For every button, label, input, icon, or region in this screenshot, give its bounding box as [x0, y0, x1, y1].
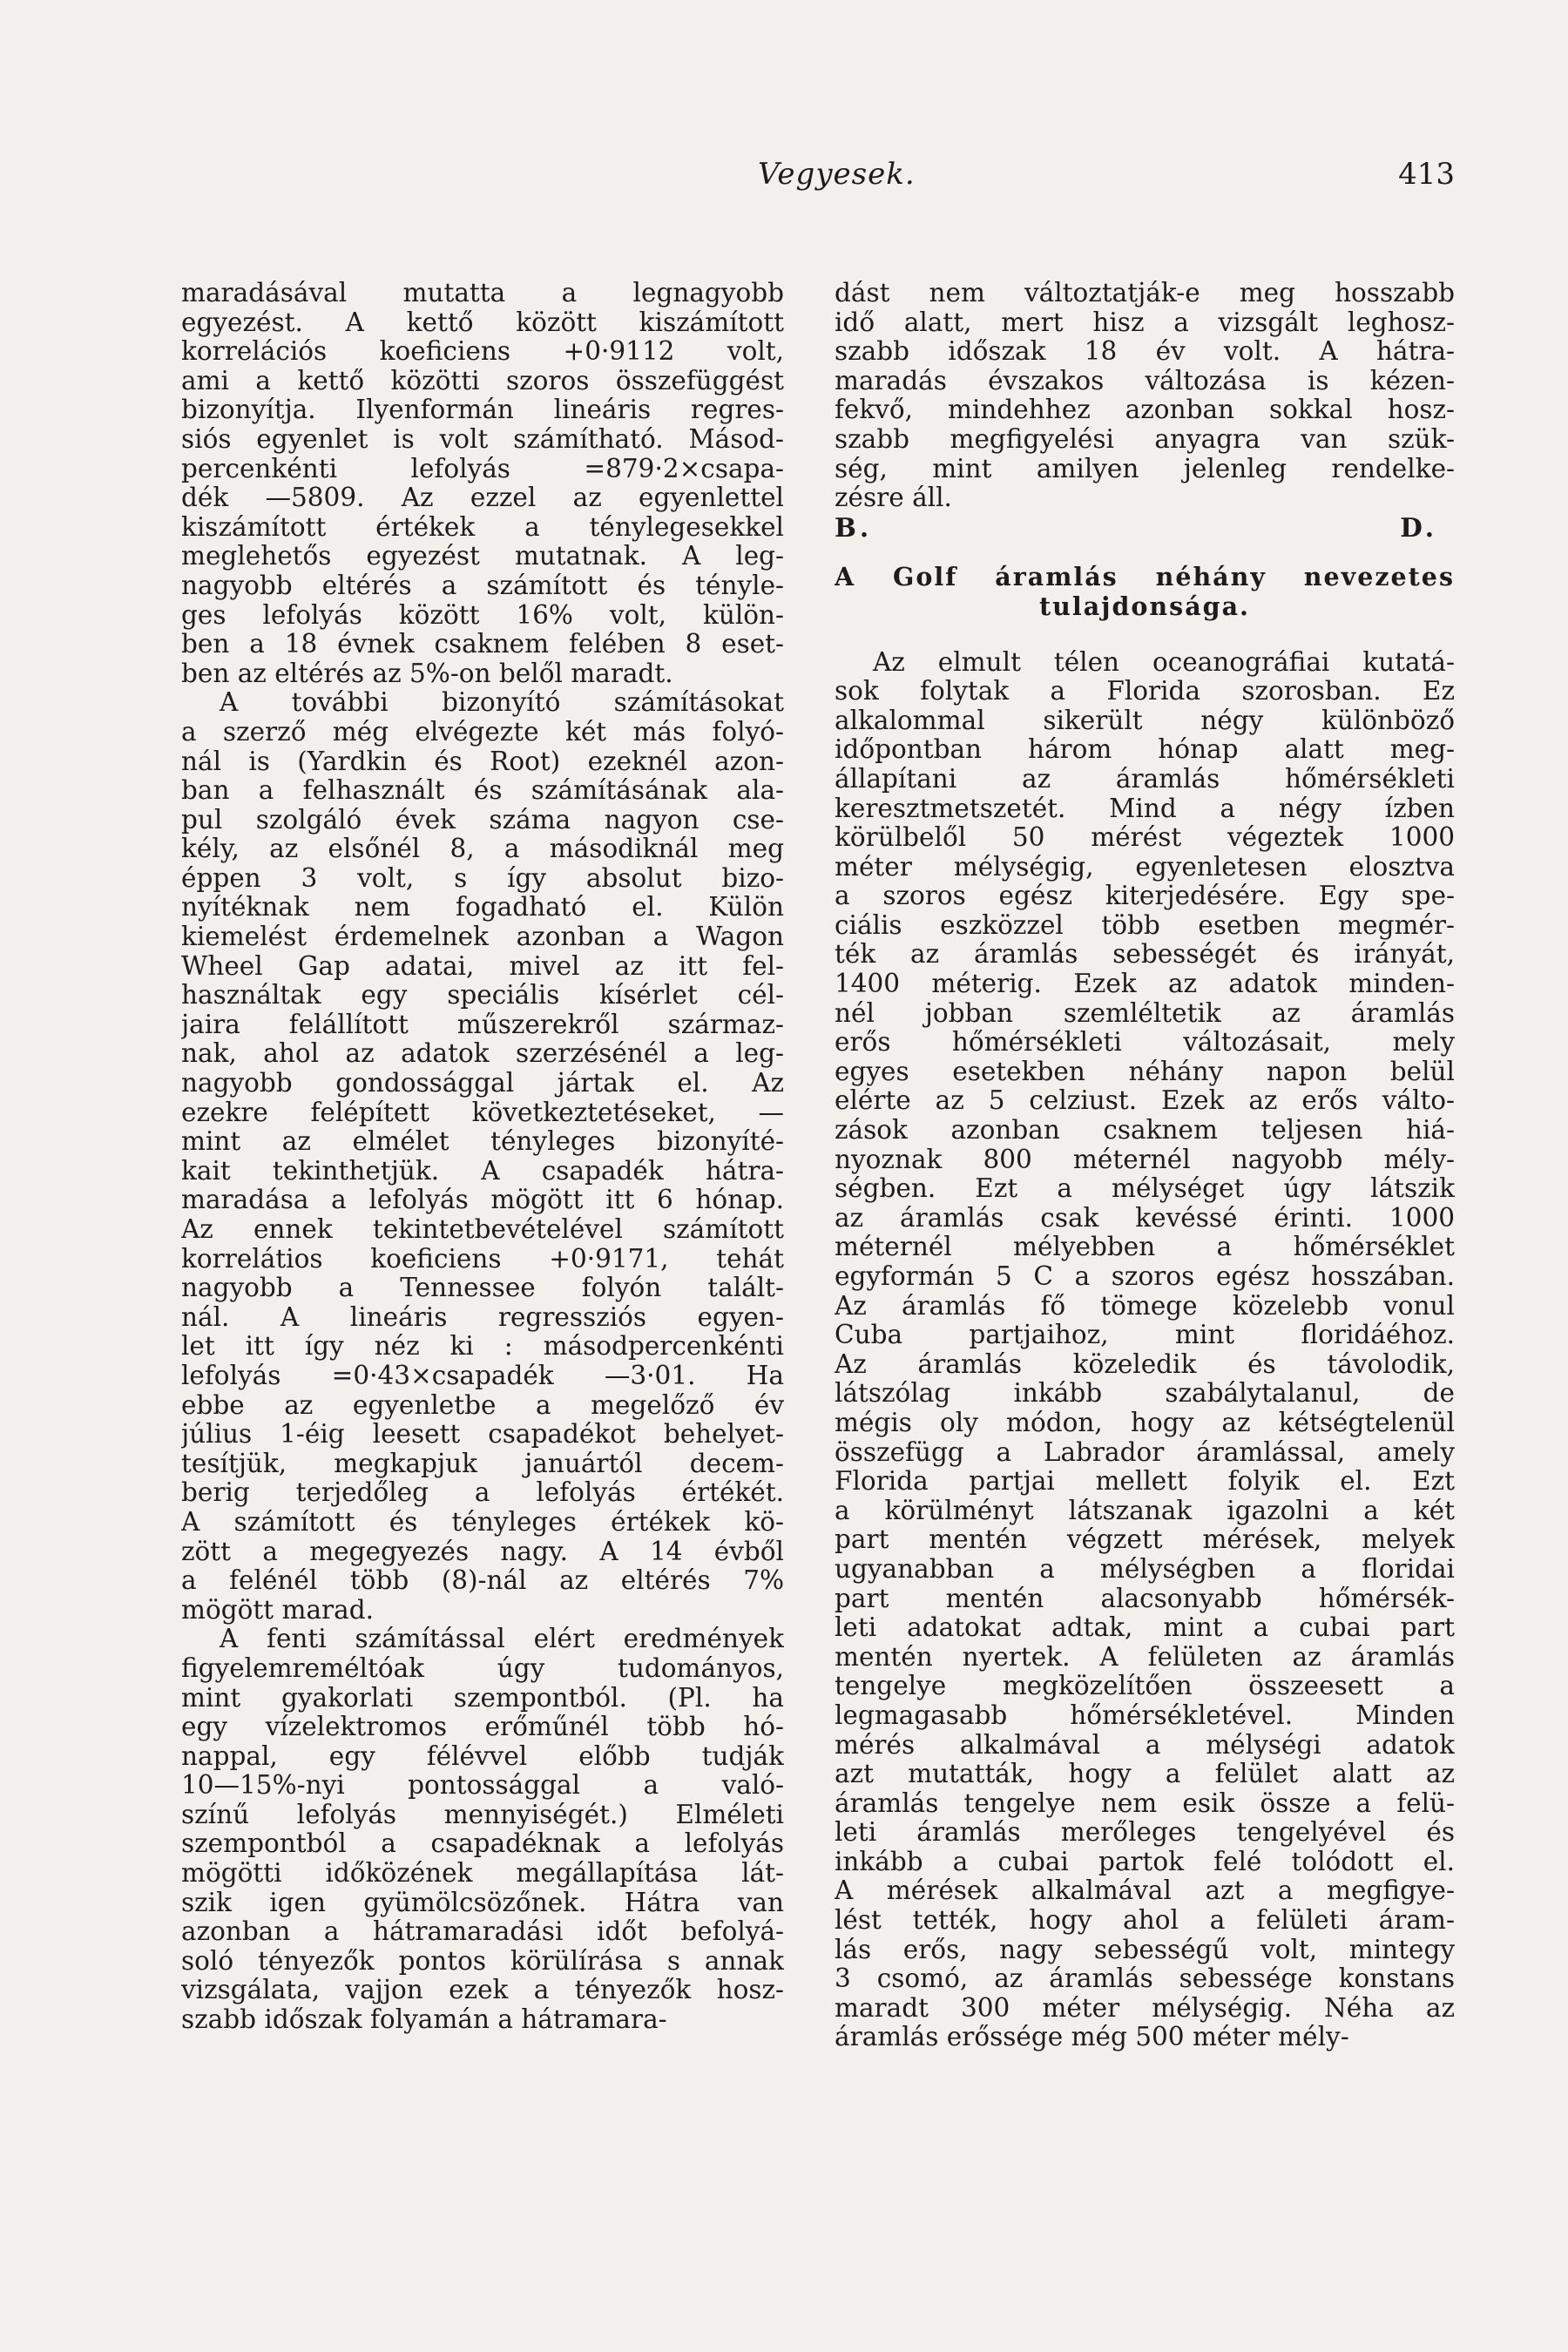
- text-line: leti áramlás merőleges tengelyével és: [835, 1818, 1455, 1848]
- text-line: nyítéknak nem fogadható el. Külön: [181, 893, 784, 923]
- text-line: kiemelést érdemelnek azonban a Wagon: [181, 923, 784, 952]
- text-line: ugyanabban a mélységben a floridai: [835, 1554, 1455, 1584]
- text-line: nagyobb a Tennessee folyón talált-: [181, 1274, 784, 1303]
- text-line: korrelátios koeficiens +0·9171, tehát: [181, 1244, 784, 1274]
- text-line: siós egyenlet is volt számítható. Másod-: [181, 424, 784, 454]
- text-line: mégis oly módon, hogy az kétségtelenül: [835, 1408, 1455, 1437]
- text-line: maradás évszakos változása is kézen-: [835, 366, 1455, 395]
- text-line: áramlás tengelye nem esik össze a felü-: [835, 1788, 1455, 1818]
- text-line: pul szolgáló évek száma nagyon cse-: [181, 805, 784, 835]
- text-line: egyformán 5 C a szoros egész hosszában.: [835, 1262, 1455, 1291]
- text-line: mögött marad.: [181, 1595, 374, 1625]
- text-line: Az ennek tekintetbevételével számított: [181, 1215, 784, 1244]
- text-line: nál is (Yardkin és Root) ezeknél azon-: [181, 747, 784, 776]
- text-line: keresztmetszetét. Mind a négy ízben: [835, 794, 1455, 823]
- section-heading-line: A Golf áramlás néhány nevezetes: [835, 563, 1455, 592]
- text-line: nál. A lineáris regressziós egyen-: [181, 1302, 784, 1332]
- text-line: egy vízelektromos erőműnél több hó-: [181, 1713, 784, 1742]
- author-signature: B. D.: [835, 512, 1437, 543]
- text-line: Az elmult télen oceanográfiai kutatá-: [873, 647, 1455, 677]
- text-line: mérés alkalmával a mélységi adatok: [835, 1730, 1455, 1760]
- text-line: 1400 méterig. Ezek az adatok minden-: [835, 970, 1455, 999]
- text-line: egyezést. A kettő között kiszámított: [181, 308, 784, 337]
- text-line: ségben. Ezt a mélységet úgy látszik: [835, 1174, 1455, 1204]
- text-line: maradt 300 méter mélységig. Néha az: [835, 1993, 1455, 2023]
- text-line: nyoznak 800 méternél nagyobb mély-: [835, 1145, 1455, 1174]
- text-line: ték az áramlás sebességét és irányát,: [835, 940, 1455, 970]
- text-line: Az áramlás közeledik és távolodik,: [835, 1349, 1455, 1379]
- text-line: látszólag inkább szabálytalanul, de: [835, 1379, 1455, 1409]
- text-line: A további bizonyító számításokat: [220, 688, 784, 718]
- text-line: korrelációs koeficiens +0·9112 volt,: [181, 337, 784, 367]
- text-line: part mentén végzett mérések, melyek: [835, 1525, 1455, 1555]
- text-line: a körülményt látszanak igazolni a két: [835, 1496, 1455, 1525]
- text-line: egyes esetekben néhány napon belül: [835, 1057, 1455, 1086]
- right-column: [835, 279, 1455, 2052]
- text-line: szempontból a csapadéknak a lefolyás: [181, 1829, 784, 1859]
- text-line: soló tényezők pontos körülírása s annak: [181, 1946, 784, 1976]
- text-line: meglehetős egyezést mutatnak. A leg-: [181, 542, 784, 571]
- text-line: szabb időszak 18 év volt. A hátra-: [835, 337, 1455, 367]
- text-line: ebbe az egyenletbe a megelőző év: [181, 1390, 784, 1420]
- text-line: ami a kettő közötti szoros összefüggést: [181, 366, 784, 395]
- text-line: ben az eltérés az 5%-on belől maradt.: [181, 659, 673, 688]
- text-line: vizsgálata, vajjon ezek a tényezők hosz-: [181, 1976, 784, 2005]
- text-line: használtak egy speciális kísérlet cél-: [181, 981, 784, 1010]
- text-line: az áramlás csak kevéssé érinti. 1000: [835, 1203, 1455, 1233]
- text-line: július 1-éig leesett csapadékot behelyet-: [181, 1420, 784, 1450]
- text-line: szik igen gyümölcsözőnek. Hátra van: [181, 1888, 784, 1917]
- text-line: nagyobb gondossággal jártak el. Az: [181, 1069, 784, 1098]
- text-line: méternél mélyebben a hőmérséklet: [835, 1233, 1455, 1262]
- text-line: Wheel Gap adatai, mivel az itt fel-: [181, 951, 784, 981]
- text-line: lás erős, nagy sebességű volt, mintegy: [835, 1935, 1455, 1964]
- text-line: erős hőmérsékleti változásait, mely: [835, 1028, 1455, 1058]
- text-line: szabb megfigyelési anyagra van szük-: [835, 424, 1455, 454]
- text-line: mentén nyertek. A felületen az áramlás: [835, 1642, 1455, 1672]
- text-line: állapítani az áramlás hőmérsékleti: [835, 764, 1455, 794]
- text-line: part mentén alacsonyabb hőmérsék-: [835, 1584, 1455, 1613]
- text-line: ciális eszközzel több esetben megmér-: [835, 910, 1455, 940]
- text-line: körülbelől 50 mérést végeztek 1000: [835, 823, 1455, 853]
- section-heading: [835, 563, 1455, 621]
- text-line: maradásával mutatta a legnagyobb: [181, 279, 784, 308]
- text-line: ban a felhasznált és számításának ala-: [181, 776, 784, 806]
- text-line: inkább a cubai partok felé tolódott el.: [835, 1847, 1455, 1876]
- text-line: mint gyakorlati szempontból. (Pl. ha: [181, 1683, 784, 1713]
- text-line: legmagasabb hőmérsékletével. Minden: [835, 1700, 1455, 1730]
- text-line: 3 csomó, az áramlás sebessége konstans: [835, 1964, 1455, 1994]
- text-line: percenkénti lefolyás =879·2×csapa-: [181, 454, 784, 483]
- text-line: a szoros egész kiterjedésére. Egy spe-: [835, 882, 1455, 911]
- text-line: zások azonban csaknem teljesen hiá-: [835, 1116, 1455, 1146]
- text-line: dást nem változtatják-e meg hosszabb: [835, 279, 1455, 308]
- text-line: azonban a hátramaradási időt befolyá-: [181, 1917, 784, 1947]
- text-line: dék —5809. Az ezzel az egyenlettel: [181, 483, 784, 513]
- right-column-intro: [835, 279, 1455, 513]
- text-line: let itt így néz ki : másodpercenkénti: [181, 1332, 784, 1362]
- text-line: lefolyás =0·43×csapadék —3·01. Ha: [181, 1361, 784, 1390]
- text-line: A mérések alkalmával azt a megfigye-: [835, 1876, 1455, 1906]
- text-line: időpontban három hónap alatt meg-: [835, 735, 1455, 765]
- text-line: mint az elmélet tényleges bizonyíté-: [181, 1127, 784, 1157]
- text-line: méter mélységig, egyenletesen elosztva: [835, 852, 1455, 882]
- text-line: a szerző még elvégezte két más folyó-: [181, 717, 784, 747]
- text-line: alkalommal sikerült négy különböző: [835, 706, 1455, 735]
- left-column: [181, 279, 784, 2035]
- text-line: A fenti számítással elért eredmények: [220, 1625, 784, 1654]
- text-line: tengelye megközelítően összeesett a: [835, 1672, 1455, 1701]
- text-line: kait tekinthetjük. A csapadék hátra-: [181, 1156, 784, 1186]
- text-line: azt mutatták, hogy a felület alatt az: [835, 1760, 1455, 1789]
- text-line: összefügg a Labrador áramlással, amely: [835, 1437, 1455, 1467]
- text-line: figyelemreméltóak úgy tudományos,: [181, 1653, 784, 1683]
- text-line: kiszámított értékek a ténylegesekkel: [181, 512, 784, 542]
- text-line: lést tették, hogy ahol a felületi áram-: [835, 1906, 1455, 1936]
- running-title: Vegyesek.: [758, 157, 916, 192]
- text-line: jaira felállított műszerekről származ-: [181, 1010, 784, 1039]
- text-line: Az áramlás fő tömege közelebb vonul: [835, 1291, 1455, 1321]
- text-line: sok folytak a Florida szorosban. Ez: [835, 677, 1455, 706]
- text-line: mögötti időközének megállapítása lát-: [181, 1859, 784, 1889]
- page-number: 413: [1398, 157, 1455, 192]
- text-line: bizonyítja. Ilyenformán lineáris regres-: [181, 395, 784, 425]
- text-line: színű lefolyás mennyiségét.) Elméleti: [181, 1800, 784, 1829]
- text-line: nél jobban szemléltetik az áramlás: [835, 998, 1455, 1028]
- text-line: idő alatt, mert hisz a vizsgált leghosz-: [835, 308, 1455, 337]
- text-line: éppen 3 volt, s így absolut bizo-: [181, 863, 784, 893]
- section-heading-line: tulajdonsága.: [1039, 591, 1250, 621]
- text-line: a felénél több (8)-nál az eltérés 7%: [181, 1566, 784, 1596]
- text-line: fekvő, mindehhez azonban sokkal hosz-: [835, 395, 1455, 425]
- text-line: zött a megegyezés nagy. A 14 évből: [181, 1537, 784, 1566]
- text-line: berig terjedőleg a lefolyás értékét.: [181, 1478, 784, 1508]
- text-line: elérte az 5 celziust. Ezek az erős válto-: [835, 1086, 1455, 1116]
- right-column-body: [835, 648, 1455, 2053]
- text-line: Florida partjai mellett folyik el. Ezt: [835, 1467, 1455, 1497]
- text-line: nagyobb eltérés a számított és tényle-: [181, 571, 784, 600]
- text-line: 10—15%-nyi pontossággal a való-: [181, 1771, 784, 1801]
- text-line: áramlás erőssége még 500 méter mély-: [835, 2023, 1349, 2052]
- text-line: szabb időszak folyamán a hátramara-: [181, 2005, 667, 2035]
- text-line: ezekre felépített következtetéseket, —: [181, 1098, 784, 1127]
- text-line: leti adatokat adtak, mint a cubai part: [835, 1613, 1455, 1643]
- text-line: nappal, egy félévvel előbb tudják: [181, 1741, 784, 1771]
- text-line: maradása a lefolyás mögött itt 6 hónap.: [181, 1186, 784, 1215]
- text-line: tesítjük, megkapjuk januártól decem-: [181, 1449, 784, 1478]
- text-line: Cuba partjaihoz, mint floridáéhoz.: [835, 1321, 1455, 1350]
- text-line: nak, ahol az adatok szerzésénél a leg-: [181, 1039, 784, 1069]
- text-line: ges lefolyás között 16% volt, külön-: [181, 600, 784, 630]
- text-line: ség, mint amilyen jelenleg rendelke-: [835, 454, 1455, 483]
- text-line: zésre áll.: [835, 483, 952, 513]
- text-line: kély, az elsőnél 8, a másodiknál meg: [181, 835, 784, 864]
- page-header: [181, 157, 1455, 209]
- text-line: A számított és tényleges értékek kö-: [181, 1507, 784, 1537]
- text-line: ben a 18 évnek csaknem felében 8 eset-: [181, 630, 784, 659]
